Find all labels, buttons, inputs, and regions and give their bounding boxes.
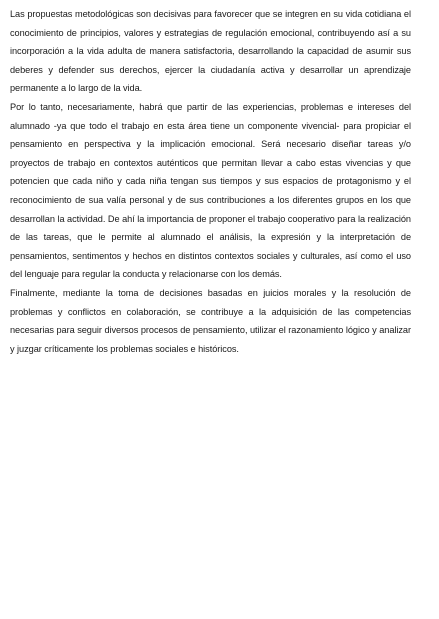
paragraph-3: Finalmente, mediante la toma de decisiones basadas en juicios morales y la resolución de problemas y conflictos en colaboración, se contribuye a la adquisición de las competencias necesarias para seguir diversos procesos de pensamiento, utilizar el razonamiento lógico y analizar y juzgar críticamente los problemas sociales e históricos. [10, 287, 411, 354]
document-body [10, 5, 411, 358]
paragraph-2: Por lo tanto, necesariamente, habrá que partir de las experiencias, problemas e intereses del alumnado -ya que todo el trabajo en esta área tiene un componente vivencial- para propiciar el pensamiento en perspectiva y la implicación emocional. Será necesario diseñar tareas y/o proyectos de trabajo en contextos auténticos que permitan llevar a cabo estas vivencias y que potencien que cada niño y cada niña tengan sus tiempos y sus espacios de protagonismo y el reconocimiento de sua valía personal y de sus contribuciones a los diferentes grupos en los que desarrollan la actividad. De ahí la importancia de proponer el trabajo cooperativo para la realización de las tareas, que le permite al alumnado el análisis, la expresión y la interpretación de pensamientos, sentimentos y hechos en distintos contextos sociales y culturales, así como el uso del lenguaje para regular la conducta y relacionarse con los demás. [10, 101, 411, 280]
paragraph-1: Las propuestas metodológicas son decisivas para favorecer que se integren en su vida cotidiana el conocimiento de principios, valores y estrategias de regulación emocional, contribuyendo así a su incorporación a la vida adulta de manera satisfactoria, desarrollando la capacidad de asumir sus deberes y defender sus derechos, ejercer la ciudadanía activa y desarrollar un aprendizaje permanente a lo largo de la vida. [10, 9, 411, 94]
